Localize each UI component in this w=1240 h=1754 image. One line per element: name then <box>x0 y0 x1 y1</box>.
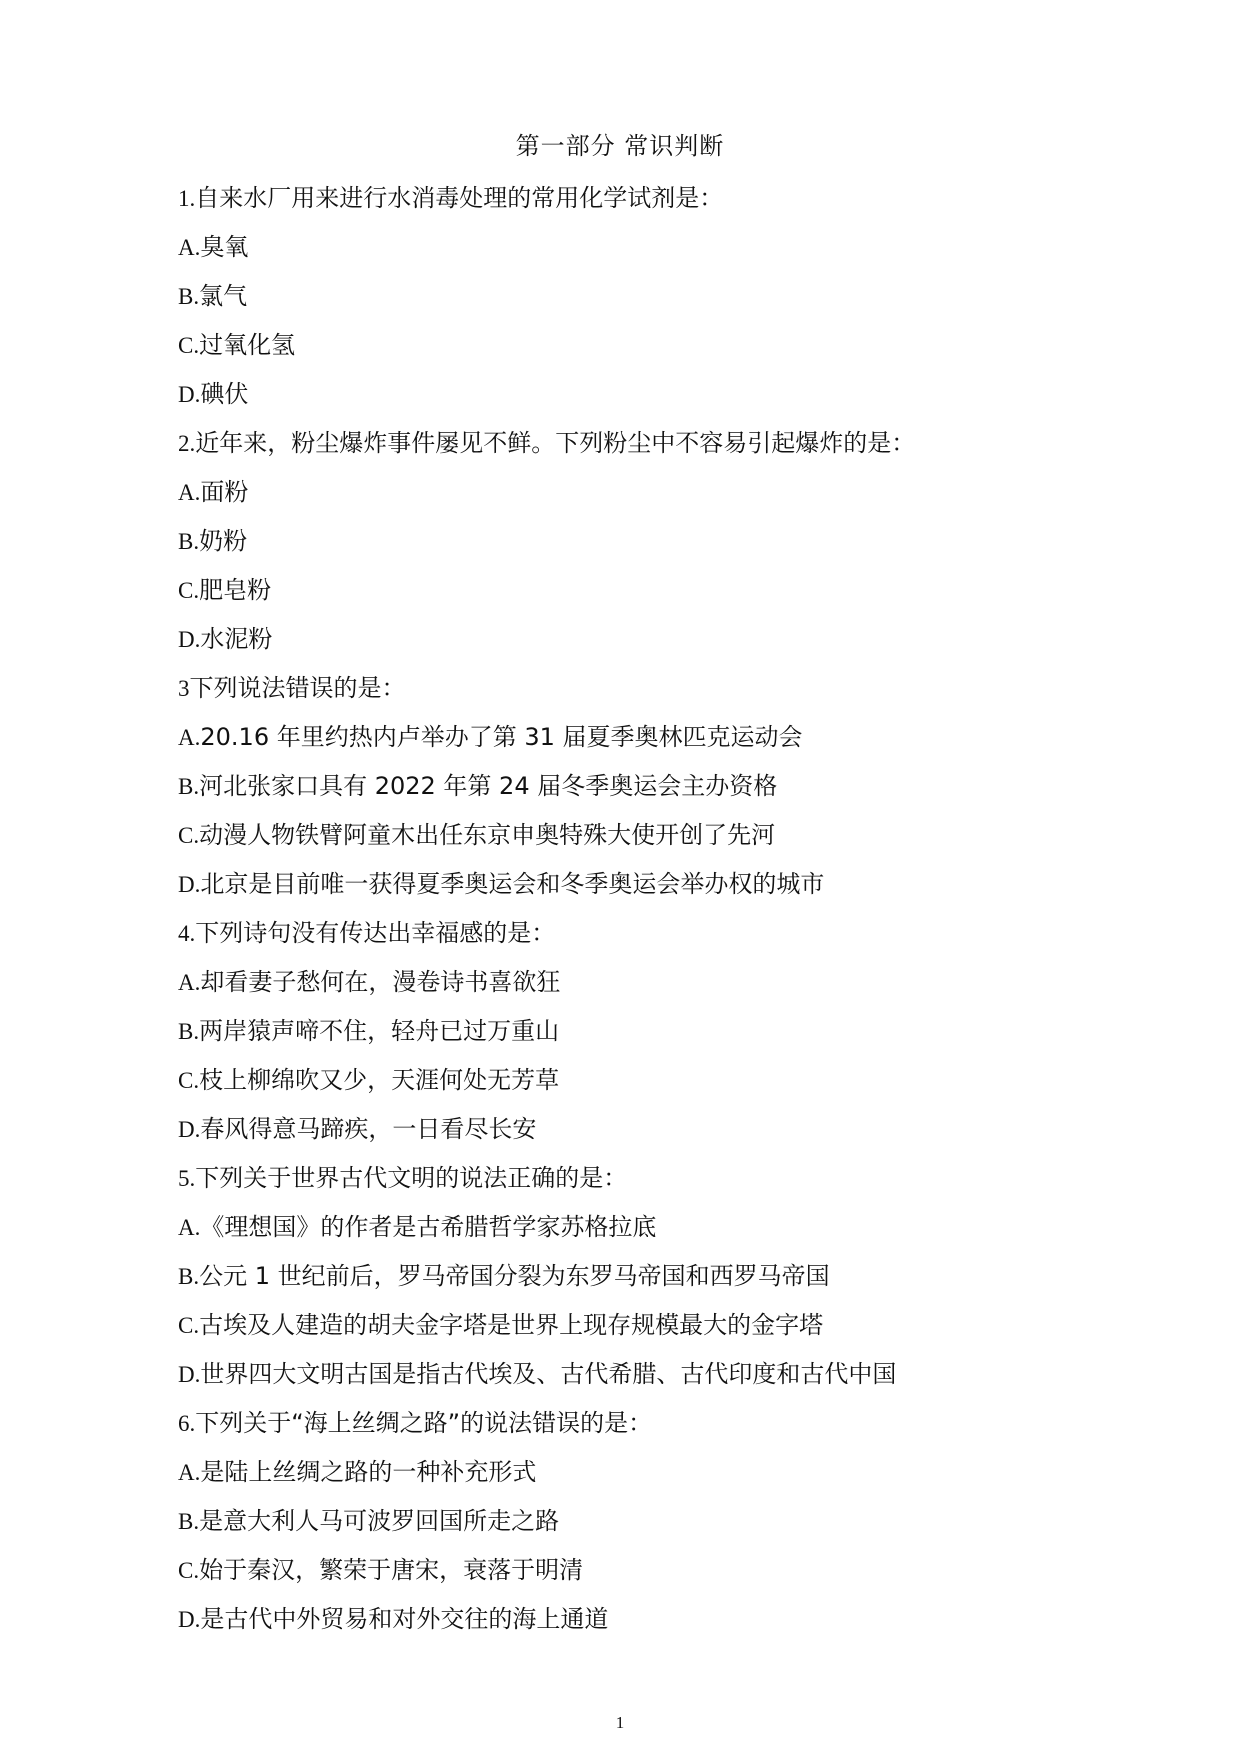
option-letter: D. <box>178 627 201 652</box>
option-item <box>178 570 1078 619</box>
option-letter: A. <box>178 1215 201 1240</box>
option-letter: C. <box>178 578 200 603</box>
option-letter: B. <box>178 1019 200 1044</box>
option-text: 动漫人物铁臂阿童木出任东京申奥特殊大使开创了先河 <box>199 821 776 849</box>
option-item <box>178 864 1078 913</box>
option-item <box>178 619 1078 668</box>
option-letter: A. <box>178 725 201 750</box>
option-item <box>178 766 1078 815</box>
question-stem <box>178 913 1078 962</box>
question-stem <box>178 423 1078 472</box>
option-text: 古埃及人建造的胡夫金字塔是世界上现存规模最大的金字塔 <box>199 1311 824 1339</box>
option-text: 公元 1 世纪前后，罗马帝国分裂为东罗马帝国和西罗马帝国 <box>199 1262 830 1290</box>
option-text: 春风得意马蹄疾，一日看尽长安 <box>200 1115 537 1143</box>
option-text: 河北张家口具有 2022 年第 24 届冬季奥运会主办资格 <box>199 772 778 800</box>
question-number: 3 <box>178 676 190 701</box>
option-letter: A. <box>178 1460 201 1485</box>
question-number: 1. <box>178 186 196 211</box>
option-letter: A. <box>178 480 201 505</box>
option-item <box>178 1256 1078 1305</box>
option-item <box>178 472 1078 521</box>
option-letter: C. <box>178 1068 200 1093</box>
option-text: 《理想国》的作者是古希腊哲学家苏格拉底 <box>200 1213 657 1241</box>
option-text: 肥皂粉 <box>199 576 272 604</box>
option-item <box>178 276 1078 325</box>
option-text: 过氧化氢 <box>199 331 296 359</box>
option-item <box>178 227 1078 276</box>
option-letter: D. <box>178 382 201 407</box>
option-item <box>178 1452 1078 1501</box>
option-item <box>178 717 1078 766</box>
option-letter: D. <box>178 1117 201 1142</box>
option-item <box>178 1305 1078 1354</box>
option-text: 臭氧 <box>200 233 249 261</box>
option-letter: B. <box>178 529 200 554</box>
option-letter: A. <box>178 970 201 995</box>
option-letter: B. <box>178 1509 200 1534</box>
option-letter: C. <box>178 1313 200 1338</box>
question-text: 下列诗句没有传达出幸福感的是： <box>195 919 556 947</box>
option-item <box>178 815 1078 864</box>
question-text: 下列关于“海上丝绸之路”的说法错误的是： <box>195 1409 653 1437</box>
option-text: 是古代中外贸易和对外交往的海上通道 <box>200 1605 609 1633</box>
question-text: 自来水厂用来进行水消毒处理的常用化学试剂是： <box>195 184 724 212</box>
option-item <box>178 1354 1078 1403</box>
option-text: 是陆上丝绸之路的一种补充形式 <box>200 1458 537 1486</box>
option-letter: C. <box>178 1558 200 1583</box>
option-item <box>178 1207 1078 1256</box>
question-stem <box>178 668 1078 717</box>
question-number: 5. <box>178 1166 196 1191</box>
option-item <box>178 1599 1078 1648</box>
option-item <box>178 1011 1078 1060</box>
option-text: 是意大利人马可波罗回国所走之路 <box>199 1507 560 1535</box>
option-text: 世界四大文明古国是指古代埃及、古代希腊、古代印度和古代中国 <box>200 1360 897 1388</box>
option-letter: B. <box>178 1264 200 1289</box>
option-item <box>178 1109 1078 1158</box>
question-stem <box>178 1158 1078 1207</box>
option-text: 两岸猿声啼不住，轻舟已过万重山 <box>199 1017 560 1045</box>
question-list <box>178 178 1078 1648</box>
option-item <box>178 1060 1078 1109</box>
option-letter: D. <box>178 1607 201 1632</box>
question-number: 6. <box>178 1411 196 1436</box>
question-number: 2. <box>178 431 196 456</box>
question-stem <box>178 178 1078 227</box>
option-text: 始于秦汉，繁荣于唐宋，衰落于明清 <box>199 1556 584 1584</box>
option-letter: C. <box>178 823 200 848</box>
option-letter: B. <box>178 774 200 799</box>
option-text: 奶粉 <box>199 527 248 555</box>
option-text: 碘伏 <box>200 380 249 408</box>
page-number: 1 <box>615 1713 625 1732</box>
option-letter: C. <box>178 333 200 358</box>
question-text: 下列关于世界古代文明的说法正确的是： <box>195 1164 628 1192</box>
option-letter: B. <box>178 284 200 309</box>
question-text: 下列说法错误的是： <box>189 674 406 702</box>
option-item <box>178 1550 1078 1599</box>
question-number: 4. <box>178 921 196 946</box>
option-text: 氯气 <box>199 282 248 310</box>
option-text: 枝上柳绵吹又少，天涯何处无芳草 <box>199 1066 560 1094</box>
option-item <box>178 962 1078 1011</box>
option-item <box>178 325 1078 374</box>
question-text: 近年来，粉尘爆炸事件屡见不鲜。下列粉尘中不容易引起爆炸的是： <box>195 429 916 457</box>
option-letter: D. <box>178 872 201 897</box>
section-title: 第一部分 常识判断 <box>515 132 725 160</box>
option-item <box>178 521 1078 570</box>
option-text: 20.16 年里约热内卢举办了第 31 届夏季奥林匹克运动会 <box>200 723 803 751</box>
option-text: 面粉 <box>200 478 249 506</box>
option-letter: D. <box>178 1362 201 1387</box>
option-item <box>178 374 1078 423</box>
question-stem <box>178 1403 1078 1452</box>
option-text: 水泥粉 <box>200 625 273 653</box>
option-letter: A. <box>178 235 201 260</box>
option-text: 北京是目前唯一获得夏季奥运会和冬季奥运会举办权的城市 <box>200 870 825 898</box>
option-text: 却看妻子愁何在，漫卷诗书喜欲狂 <box>200 968 561 996</box>
option-item <box>178 1501 1078 1550</box>
